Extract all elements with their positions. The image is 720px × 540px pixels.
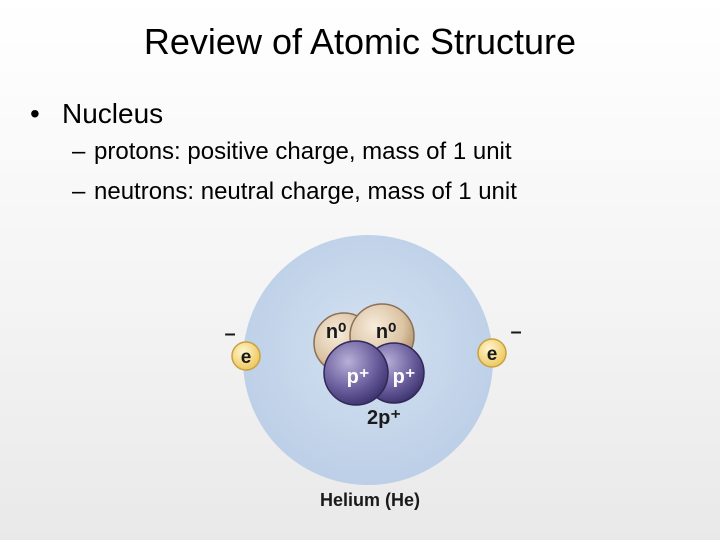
nucleus-charge-label: 2p⁺ [367,407,401,429]
subitem-protons [72,132,517,172]
electron-charge-label: – [510,321,522,343]
subitem-text: neutrons: neutral charge, mass of 1 unit [94,178,517,205]
proton-label: p⁺ [392,366,416,388]
electron-label: e [240,347,252,368]
electron-charge-label: – [224,323,236,345]
bullet-text: Nucleus [62,98,164,129]
subitem-neutrons [72,172,517,212]
helium-atom-diagram [200,228,540,528]
neutron-label: n⁰ [325,321,347,343]
slide-title: Review of Atomic Structure [143,21,577,62]
proton-label: p⁺ [346,366,370,388]
bullet-list [30,96,517,212]
subitem-marker: – [72,138,86,165]
bullet-item-nucleus [30,96,517,132]
electron-label: e [486,344,498,365]
neutron-label: n⁰ [375,321,397,343]
helium-atom-svg [200,228,540,528]
bullet-marker: • [30,98,40,129]
subitem-marker: – [72,178,86,205]
subitem-text: protons: positive charge, mass of 1 unit [94,138,512,165]
diagram-caption: Helium (He) [319,490,421,510]
